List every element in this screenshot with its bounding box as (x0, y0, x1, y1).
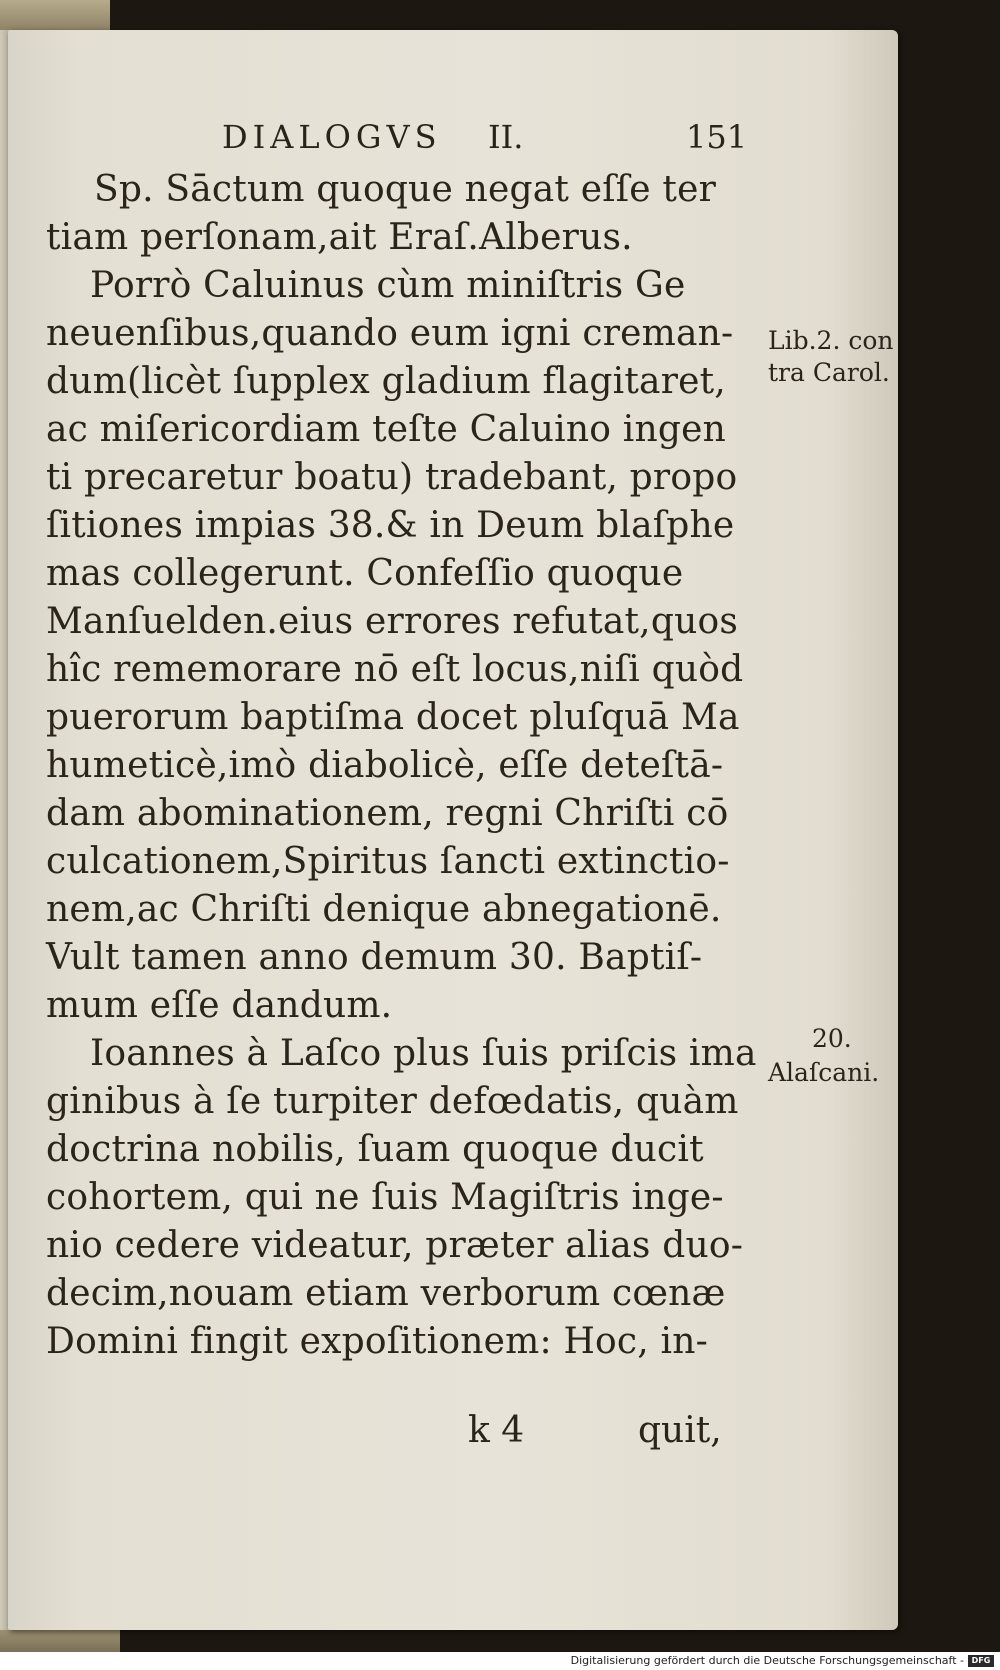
running-head-numeral: II. (488, 118, 524, 156)
text-line: puerorum baptiſma docet pluſquā Ma (46, 697, 740, 738)
text-line: Vult tamen anno demum 30. Baptiſ- (46, 937, 703, 978)
margin-note-number: 20. (812, 1024, 852, 1053)
signature-line (0, 1410, 1000, 1458)
text-line: mum eſſe dandum. (46, 985, 393, 1026)
text-line: decim,nouam etiam verborum cœnæ (46, 1273, 726, 1314)
text-line: Porrò Caluinus cùm miniſtris Ge (90, 265, 686, 306)
text-line: culcationem,Spiritus ſancti extinctio- (46, 841, 730, 882)
dfg-logo-icon: DFG (968, 1655, 994, 1667)
margin-note-tra-carol: tra Carol. (768, 358, 890, 387)
text-line: ſitiones impias 38.& in Deum blaſphe (46, 505, 735, 546)
running-head (0, 118, 1000, 162)
running-head-title: DIALOGVS (222, 118, 442, 156)
text-line: nem,ac Chriſti denique abnegationē. (46, 889, 722, 930)
text-line: ac miſericordiam teſte Caluino ingen (46, 409, 726, 450)
signature-mark: k 4 (468, 1410, 525, 1451)
text-line: dam abominationem, regni Chriſti cō (46, 793, 729, 834)
text-line: Sp. Sāctum quoque negat eſſe ter (94, 169, 716, 210)
text-line: tiam perſonam,ait Eraſ.Alberus. (46, 217, 633, 258)
text-line: cohortem, qui ne ſuis Magiſtris inge- (46, 1177, 724, 1218)
text-line: ti precaretur boatu) tradebant, propo (46, 457, 738, 498)
text-line: ginibus à ſe turpiter defœdatis, quàm (46, 1081, 739, 1122)
text-line: hîc rememorare nō eſt locus,niſi quòd (46, 649, 744, 690)
binding-strip-top (0, 0, 110, 30)
body-text (46, 166, 894, 1366)
page-number: 151 (686, 118, 748, 156)
digitization-credit: Digitalisierung gefördert durch die Deutsche Forschungsgemeinschaft - (570, 1654, 964, 1667)
text-line: Ioannes à Laſco plus ſuis priſcis ima (90, 1033, 757, 1074)
catchword: quit, (638, 1410, 722, 1451)
text-line: doctrina nobilis, ſuam quoque ducit (46, 1129, 704, 1170)
binding-strip-bottom (0, 1630, 120, 1652)
margin-note-lib: Lib.2. con (768, 326, 894, 355)
text-line: neuenſibus,quando eum igni creman- (46, 313, 734, 354)
text-line: Domini fingit expoſitionem: Hoc, in- (46, 1321, 709, 1362)
text-line: Manſuelden.eius errores refutat,quos (46, 601, 739, 642)
text-line: dum(licèt ſupplex gladium flagitaret, (46, 361, 726, 402)
margin-note-alascani: Alaſcani. (768, 1058, 880, 1087)
footer-bar (0, 1652, 1000, 1670)
text-line: mas collegerunt. Confeſſio quoque (46, 553, 684, 594)
text-line: nio cedere videatur, præter alias duo- (46, 1225, 744, 1266)
text-line: humeticè,imò diabolicè, eſſe deteſtā- (46, 745, 724, 786)
